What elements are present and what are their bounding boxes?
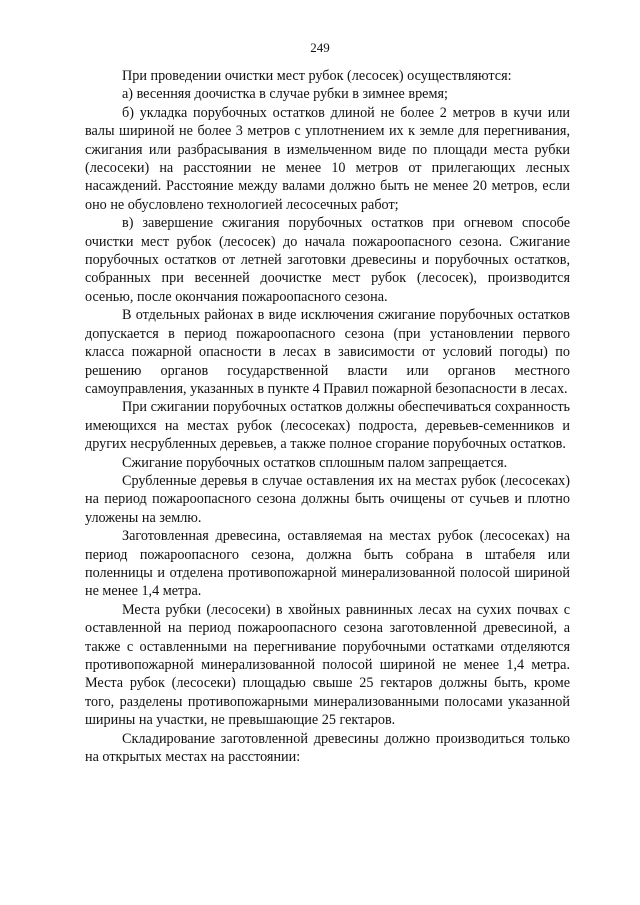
- page-number: 249: [310, 40, 330, 55]
- paragraph-timber-stacking: Заготовленная древесина, оставляемая на местах рубок (лесосеках) на период пожароопасного сезона, должна быть собрана в штабеля или поленницы и отделена противопожарной минерализованной полосой шириной не менее 1,4 метра.: [85, 528, 570, 600]
- paragraph-item-b: б) укладка порубочных остатков длиной не более 2 метров в кучи или валы шириной не более 3 метров с уплотнением их к земле для перегнивания, сжигания или разбрасывания в измельченном виде по площади места рубки (лесосеки) на расстоянии не менее 10 метров от прилегающих лесных насаждений. Расстояние между валами должно быть не менее 20 метров, если оно не обусловлено технологией лесосечных работ;: [85, 104, 570, 213]
- paragraph-felled-trees: Срубленные деревья в случае оставления их на местах рубок (лесосеках) на период пожароопасного сезона должны быть очищены от сучьев и плотно уложены на землю.: [85, 472, 570, 526]
- paragraph-item-v: в) завершение сжигания порубочных остатков при огневом способе очистки мест рубок (лесосек) до начала пожароопасного сезона. Сжигание порубочных остатков от летней заготовки древесины и порубочных остатков, собранных при весенней доочистке мест рубок (лесосек), производится осенью, после окончания пожароопасного сезона.: [85, 215, 570, 305]
- paragraph-burning-safety: При сжигании порубочных остатков должны обеспечиваться сохранность имеющихся на местах рубок (лесосеках) подроста, деревьев-семенников и других несрубленных деревьев, а также полное сгорание порубочных остатков.: [85, 399, 570, 453]
- paragraph-item-a: а) весенняя доочистка в случае рубки в зимнее время;: [122, 86, 448, 103]
- paragraph-coniferous-sites: Места рубки (лесосеки) в хвойных равнинных лесах на сухих почвах с оставленной на период пожароопасного сезона заготовленной древесиной, а также с оставленными на перегнивание порубочными остатками отделяются противопожарной минерализованной полосой шириной не менее 1,4 метра. Места рубок (лесосеки) площадью свыше 25 гектаров должны быть, кроме того, разделены противопожарными минерализованными полосами указанной ширины на участки, не превышающие 25 гектаров.: [85, 601, 570, 729]
- paragraph-burning-ban: Сжигание порубочных остатков сплошным палом запрещается.: [122, 454, 508, 471]
- paragraph-exception: В отдельных районах в виде исключения сжигание порубочных остатков допускается в период пожароопасного сезона (при установлении первого класса пожарной опасности в лесах в зависимости от условий погоды) по решению органов государственной власти или органов местного самоуправления, указанных в пункте 4 Правил пожарной безопасности в лесах.: [85, 307, 570, 397]
- paragraph-storage: Складирование заготовленной древесины должно производиться только на открытых местах на расстоянии:: [85, 730, 570, 766]
- document-body: [85, 67, 570, 766]
- paragraph-intro: При проведении очистки мест рубок (лесосек) осуществляются:: [122, 68, 512, 84]
